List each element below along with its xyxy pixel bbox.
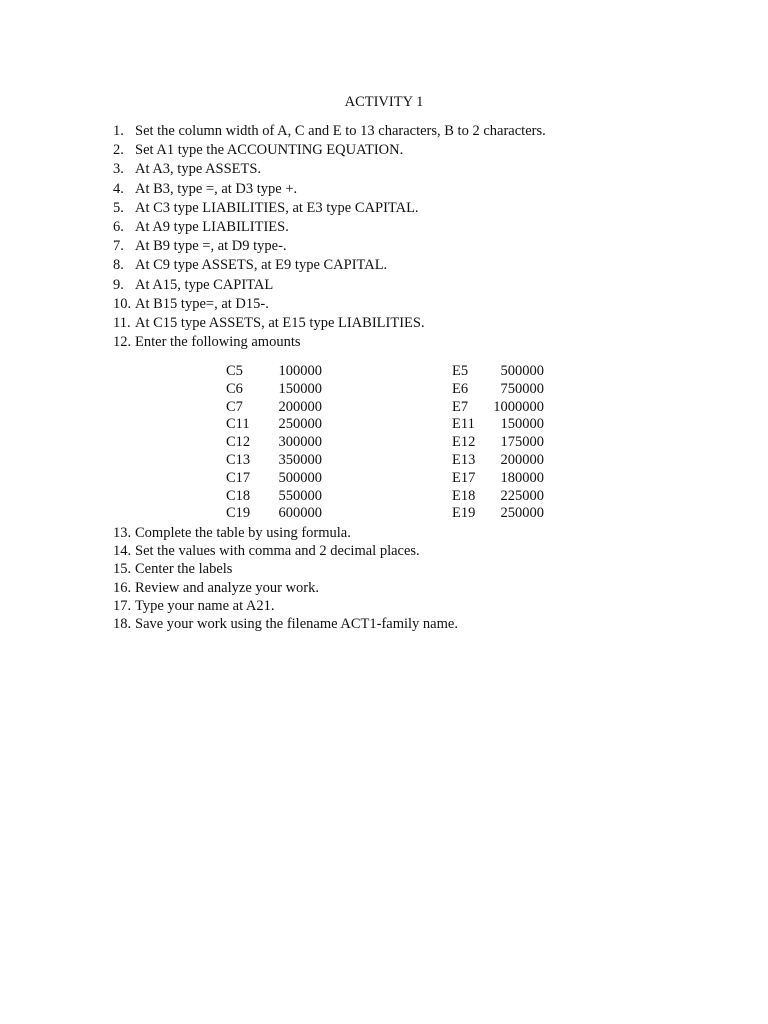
item-number: 13. <box>113 525 132 541</box>
instruction-list-part-1 <box>113 122 546 352</box>
c-cell-ref: C17 <box>226 469 251 486</box>
item-text: At A9 type LIABILITIES. <box>135 218 289 235</box>
instruction-list-part-2 <box>113 524 458 633</box>
item-number: 6. <box>113 218 124 235</box>
item-text: Set the values with comma and 2 decimal places. <box>135 543 420 560</box>
e-cell-value: 175000 <box>500 434 544 451</box>
c-cell-value: 350000 <box>278 451 322 468</box>
list-item <box>113 237 546 256</box>
e-cell-ref: E5 <box>452 363 469 379</box>
table-row <box>0 470 768 488</box>
list-item <box>113 333 546 352</box>
c-cell-value: 200000 <box>278 398 322 415</box>
list-item <box>113 180 546 199</box>
c-cell-ref: C11 <box>226 416 250 433</box>
item-text: At A3, type ASSETS. <box>135 161 262 178</box>
item-text: At C9 type ASSETS, at E9 type CAPITAL. <box>135 257 388 274</box>
list-item <box>113 218 546 237</box>
item-number: 11. <box>113 314 131 331</box>
item-number: 15. <box>113 561 132 578</box>
item-number: 2. <box>113 142 124 159</box>
list-item <box>113 122 546 141</box>
list-item <box>113 314 546 333</box>
table-row <box>0 434 768 452</box>
table-row <box>0 399 768 417</box>
item-text: At A15, type CAPITAL <box>135 276 274 293</box>
list-item <box>113 295 546 314</box>
page-title: ACTIVITY 1 <box>344 94 424 110</box>
table-row <box>0 363 768 381</box>
c-cell-value: 600000 <box>278 505 322 522</box>
c-cell-ref: C18 <box>226 487 251 504</box>
e-cell-ref: E19 <box>452 505 476 522</box>
e-cell-ref: E12 <box>452 434 476 451</box>
e-cell-ref: E17 <box>452 469 476 486</box>
item-text: Type your name at A21. <box>135 597 275 614</box>
table-row <box>0 416 768 434</box>
e-cell-ref: E6 <box>452 380 469 397</box>
item-number: 3. <box>113 161 124 178</box>
e-cell-ref: E7 <box>452 398 469 415</box>
item-text: At C15 type ASSETS, at E15 type LIABILITIES. <box>135 314 425 331</box>
e-cell-value: 225000 <box>500 487 544 504</box>
c-cell-ref: C6 <box>226 380 243 397</box>
item-text: At B3, type =, at D3 type +. <box>135 180 298 197</box>
item-number: 12. <box>113 334 132 351</box>
item-number: 18. <box>113 615 132 632</box>
c-cell-ref: C5 <box>226 363 243 379</box>
item-number: 14. <box>113 543 132 560</box>
e-cell-ref: E18 <box>452 487 476 504</box>
item-number: 8. <box>113 257 124 274</box>
c-cell-value: 250000 <box>278 416 322 433</box>
amounts-table <box>0 363 768 523</box>
item-text: Save your work using the filename ACT1-family name. <box>135 615 458 632</box>
e-cell-value: 180000 <box>500 469 544 486</box>
item-text: Complete the table by using formula. <box>135 525 351 541</box>
table-row <box>0 452 768 470</box>
e-cell-ref: E11 <box>452 416 475 433</box>
list-item <box>113 199 546 218</box>
e-cell-value: 150000 <box>500 416 544 433</box>
e-cell-value: 1000000 <box>493 398 544 415</box>
item-text: Center the labels <box>135 561 233 578</box>
c-cell-value: 100000 <box>278 363 322 379</box>
c-cell-value: 150000 <box>278 380 322 397</box>
list-item <box>113 542 458 560</box>
list-item <box>113 256 546 275</box>
item-text: Review and analyze your work. <box>135 579 320 596</box>
list-item <box>113 276 546 295</box>
c-cell-value: 550000 <box>278 487 322 504</box>
c-cell-value: 300000 <box>278 434 322 451</box>
table-row <box>0 505 768 523</box>
item-number: 1. <box>113 123 124 139</box>
c-cell-ref: C12 <box>226 434 251 451</box>
list-item <box>113 524 458 542</box>
item-text: Set A1 type the ACCOUNTING EQUATION. <box>135 142 404 159</box>
item-number: 9. <box>113 276 124 293</box>
item-text: Enter the following amounts <box>135 334 301 351</box>
item-number: 17. <box>113 597 132 614</box>
list-item <box>113 141 546 160</box>
list-item <box>113 597 458 615</box>
list-item <box>113 579 458 597</box>
item-text: At B15 type=, at D15-. <box>135 295 269 312</box>
item-text: At B9 type =, at D9 type-. <box>135 238 287 255</box>
item-number: 7. <box>113 238 124 255</box>
list-item <box>113 615 458 633</box>
e-cell-ref: E13 <box>452 451 476 468</box>
e-cell-value: 500000 <box>500 363 544 379</box>
e-cell-value: 250000 <box>500 505 544 522</box>
e-cell-value: 200000 <box>500 451 544 468</box>
item-number: 5. <box>113 199 124 216</box>
c-cell-ref: C19 <box>226 505 251 522</box>
c-cell-value: 500000 <box>278 469 322 486</box>
c-cell-ref: C7 <box>226 398 243 415</box>
item-text: At C3 type LIABILITIES, at E3 type CAPITAL. <box>135 199 419 216</box>
item-number: 10. <box>113 295 132 312</box>
e-cell-value: 750000 <box>500 380 544 397</box>
list-item <box>113 160 546 179</box>
item-text: Set the column width of A, C and E to 13 characters, B to 2 characters. <box>135 123 546 139</box>
item-number: 4. <box>113 180 124 197</box>
item-number: 16. <box>113 579 132 596</box>
table-row <box>0 381 768 399</box>
list-item <box>113 560 458 578</box>
c-cell-ref: C13 <box>226 451 251 468</box>
table-row <box>0 488 768 506</box>
